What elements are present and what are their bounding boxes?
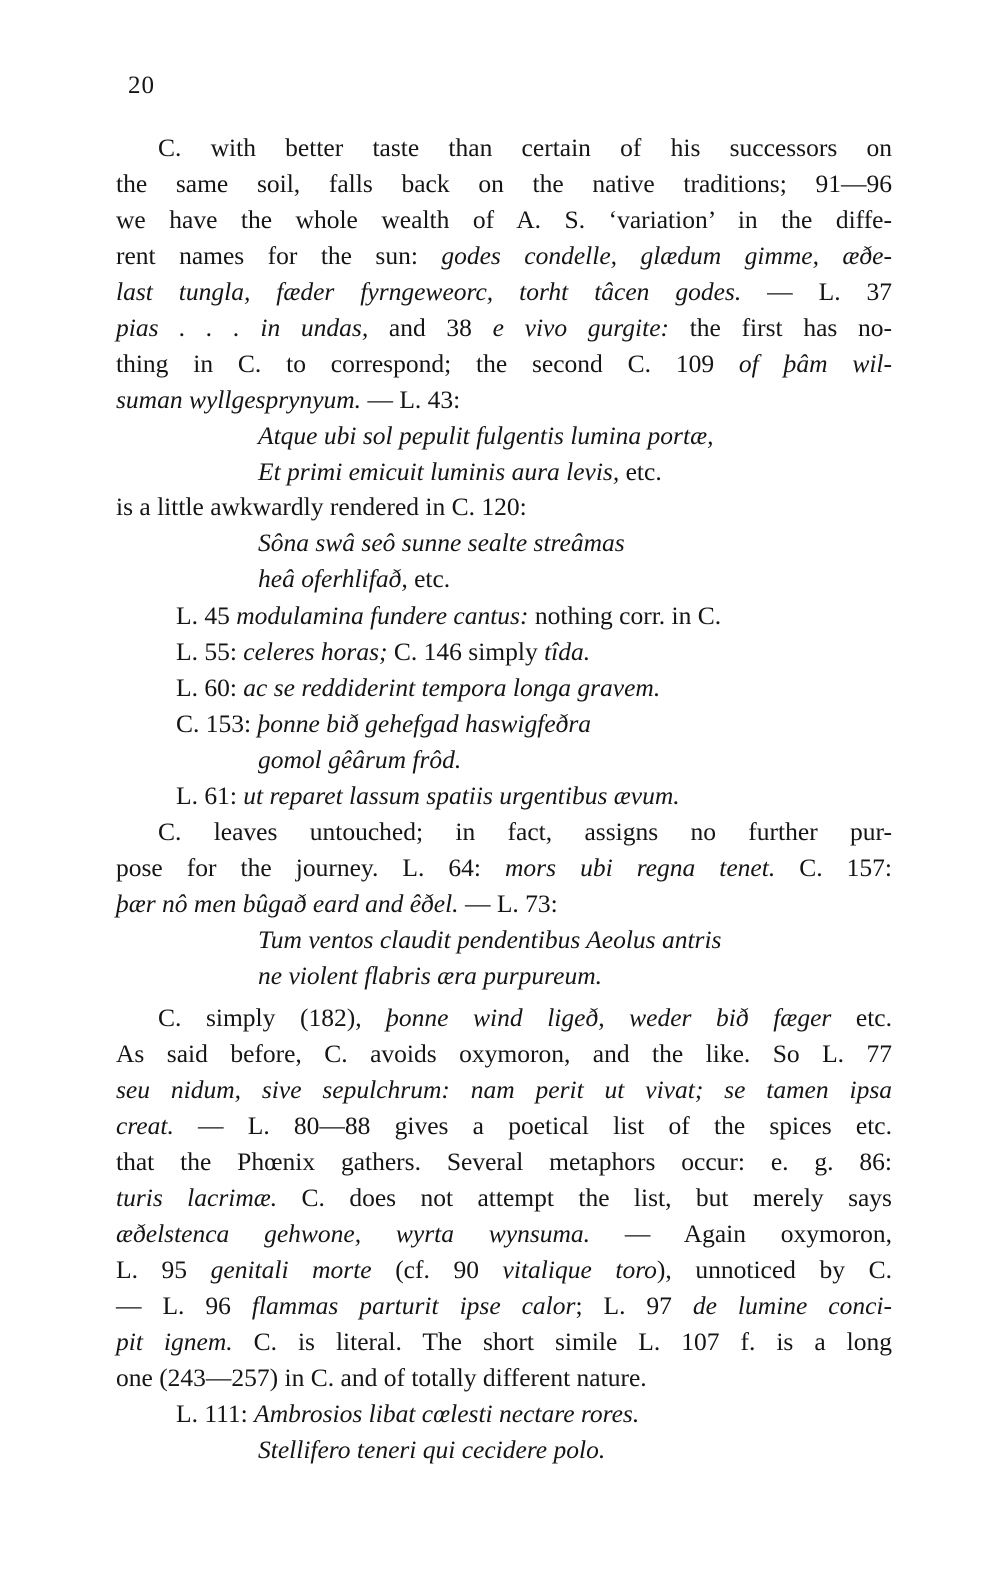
text-run: C. with better taste than certain of his successors on	[158, 133, 892, 162]
text-line	[116, 1183, 892, 1213]
text-run: L. 55:	[176, 637, 244, 666]
italic-quote: genitali morte	[210, 1255, 372, 1284]
text-line	[116, 1327, 892, 1357]
italic-quote: Tum ventos claudit pendentibus Aeolus antris	[258, 925, 722, 954]
text-line	[258, 745, 461, 775]
text-line	[116, 1255, 892, 1285]
text-line	[116, 492, 527, 522]
text-run: nothing corr. in C.	[528, 601, 722, 630]
italic-quote: e vivo gurgite:	[492, 313, 670, 342]
text-line	[258, 457, 662, 487]
text-line	[176, 781, 680, 811]
text-line	[258, 421, 713, 451]
text-run: etc.	[831, 1003, 892, 1032]
text-run: — L. 80—88 gives a poetical list of the spices etc.	[173, 1111, 892, 1140]
text-run: L. 61:	[176, 781, 244, 810]
italic-quote: tîda.	[544, 637, 591, 666]
italic-quote: Ambrosios libat cœlesti nectare rores.	[254, 1399, 640, 1428]
italic-quote: vitalique toro	[502, 1255, 657, 1284]
text-run: rent names for the sun:	[116, 241, 442, 270]
text-line	[116, 313, 892, 343]
text-run: — L. 43:	[361, 385, 461, 414]
italic-quote: þonne wind ligeð, weder bið fæger	[386, 1003, 832, 1032]
text-line	[258, 925, 721, 955]
text-line	[116, 1111, 892, 1141]
text-line	[176, 601, 721, 631]
text-line	[116, 241, 892, 271]
text-line	[258, 1435, 605, 1465]
text-run: pose for the journey. L. 64:	[116, 853, 506, 882]
text-run: C. simply (182),	[158, 1003, 387, 1032]
text-line	[116, 277, 892, 307]
text-run: the same soil, falls back on the native traditions; 91—96	[116, 169, 892, 198]
italic-quote: modulamina fundere cantus:	[236, 601, 529, 630]
text-run: L. 60:	[176, 673, 244, 702]
text-line	[158, 1003, 892, 1033]
text-line	[116, 169, 892, 199]
text-line	[116, 1075, 892, 1105]
text-run: one (243—257) in C. and of totally different nature.	[116, 1363, 647, 1392]
text-line	[158, 133, 892, 163]
italic-quote: godes condelle, glædum gimme, æðe-	[441, 241, 892, 270]
italic-quote: gomol gêârum frôd.	[258, 745, 462, 774]
italic-quote: pit ignem.	[116, 1327, 233, 1356]
text-line	[116, 1363, 647, 1393]
text-line	[116, 889, 558, 919]
text-run: L. 111:	[176, 1399, 255, 1428]
text-line	[158, 817, 892, 847]
italic-quote: mors ubi regna tenet.	[505, 853, 776, 882]
italic-quote: last tungla, fæder fyrngeweorc, torht tâcen godes.	[116, 277, 742, 306]
text-line	[258, 961, 602, 991]
text-line	[116, 205, 892, 235]
text-run: is a little awkwardly rendered in C. 120:	[116, 492, 527, 521]
text-run: C. does not attempt the list, but merely says	[277, 1183, 892, 1212]
text-run: we have the whole wealth of A. S. ‘variation’ in the diffe-	[116, 205, 892, 234]
text-run: etc.	[619, 457, 662, 486]
italic-quote: Et primi emicuit luminis aura levis,	[258, 457, 620, 486]
page-number: 20	[128, 72, 155, 99]
italic-quote: heâ oferhlifað,	[258, 564, 408, 593]
text-run: — L. 73:	[458, 889, 558, 918]
text-line	[116, 1219, 892, 1249]
text-run: L. 95	[116, 1255, 211, 1284]
text-run: ; L. 97	[575, 1291, 693, 1320]
text-run: As said before, C. avoids oxymoron, and the like. So L. 77	[116, 1039, 892, 1068]
text-run: (cf. 90	[371, 1255, 503, 1284]
italic-quote: þonne bið gehefgad haswigfeðra	[257, 709, 592, 738]
italic-quote: Sôna swâ seô sunne sealte streâmas	[258, 528, 625, 557]
text-line	[176, 1399, 639, 1429]
text-run: C. 153:	[176, 709, 258, 738]
text-line	[116, 349, 892, 379]
text-line	[176, 709, 591, 739]
text-run: C. 157:	[775, 853, 893, 882]
text-run: — L. 96	[116, 1291, 252, 1320]
text-line	[116, 1147, 892, 1177]
text-run: the first has no-	[669, 313, 893, 342]
italic-quote: flammas parturit ipse calor	[251, 1291, 576, 1320]
italic-quote: æðelstenca gehwone, wyrta wynsuma.	[116, 1219, 591, 1248]
text-line	[116, 1039, 892, 1069]
text-run: and 38	[368, 313, 493, 342]
text-line	[176, 637, 590, 667]
text-run: C. is literal. The short simile L. 107 f. is a long	[232, 1327, 892, 1356]
text-run: thing in C. to correspond; the second C. 109	[116, 349, 739, 378]
italic-quote: Atque ubi sol pepulit fulgentis lumina portæ,	[258, 421, 714, 450]
text-run: — L. 37	[741, 277, 893, 306]
italic-quote: celeres horas;	[243, 637, 388, 666]
italic-quote: creat.	[116, 1111, 174, 1140]
italic-quote: suman wyllgesprynyum.	[116, 385, 362, 414]
italic-quote: ut reparet lassum spatiis urgentibus ævum.	[243, 781, 680, 810]
italic-quote: seu nidum, sive sepulchrum: nam perit ut vivat; se tamen ipsa	[116, 1075, 892, 1104]
text-run: L. 45	[176, 601, 237, 630]
text-line	[116, 853, 892, 883]
text-run: — Again oxymoron,	[590, 1219, 892, 1248]
text-run: ), unnoticed by C.	[656, 1255, 892, 1284]
text-line	[116, 385, 460, 415]
text-line	[258, 528, 625, 558]
italic-quote: turis lacrimæ.	[116, 1183, 278, 1212]
text-line	[116, 1291, 892, 1321]
text-run: C. 146 simply	[387, 637, 545, 666]
italic-quote: Stellifero teneri qui cecidere polo.	[258, 1435, 606, 1464]
italic-quote: ac se reddiderint tempora longa gravem.	[243, 673, 661, 702]
text-run: etc.	[407, 564, 451, 593]
italic-quote: pias . . . in undas,	[116, 313, 369, 342]
italic-quote: of þâm wil-	[738, 349, 893, 378]
text-run: C. leaves untouched; in fact, assigns no further pur-	[158, 817, 892, 846]
text-line	[176, 673, 660, 703]
text-run: that the Phœnix gathers. Several metaphors occur: e. g. 86:	[116, 1147, 892, 1176]
italic-quote: de lumine conci-	[692, 1291, 892, 1320]
text-line	[258, 564, 450, 594]
italic-quote: ne violent flabris æra purpureum.	[258, 961, 603, 990]
italic-quote: þær nô men bûgað eard and êðel.	[116, 889, 459, 918]
